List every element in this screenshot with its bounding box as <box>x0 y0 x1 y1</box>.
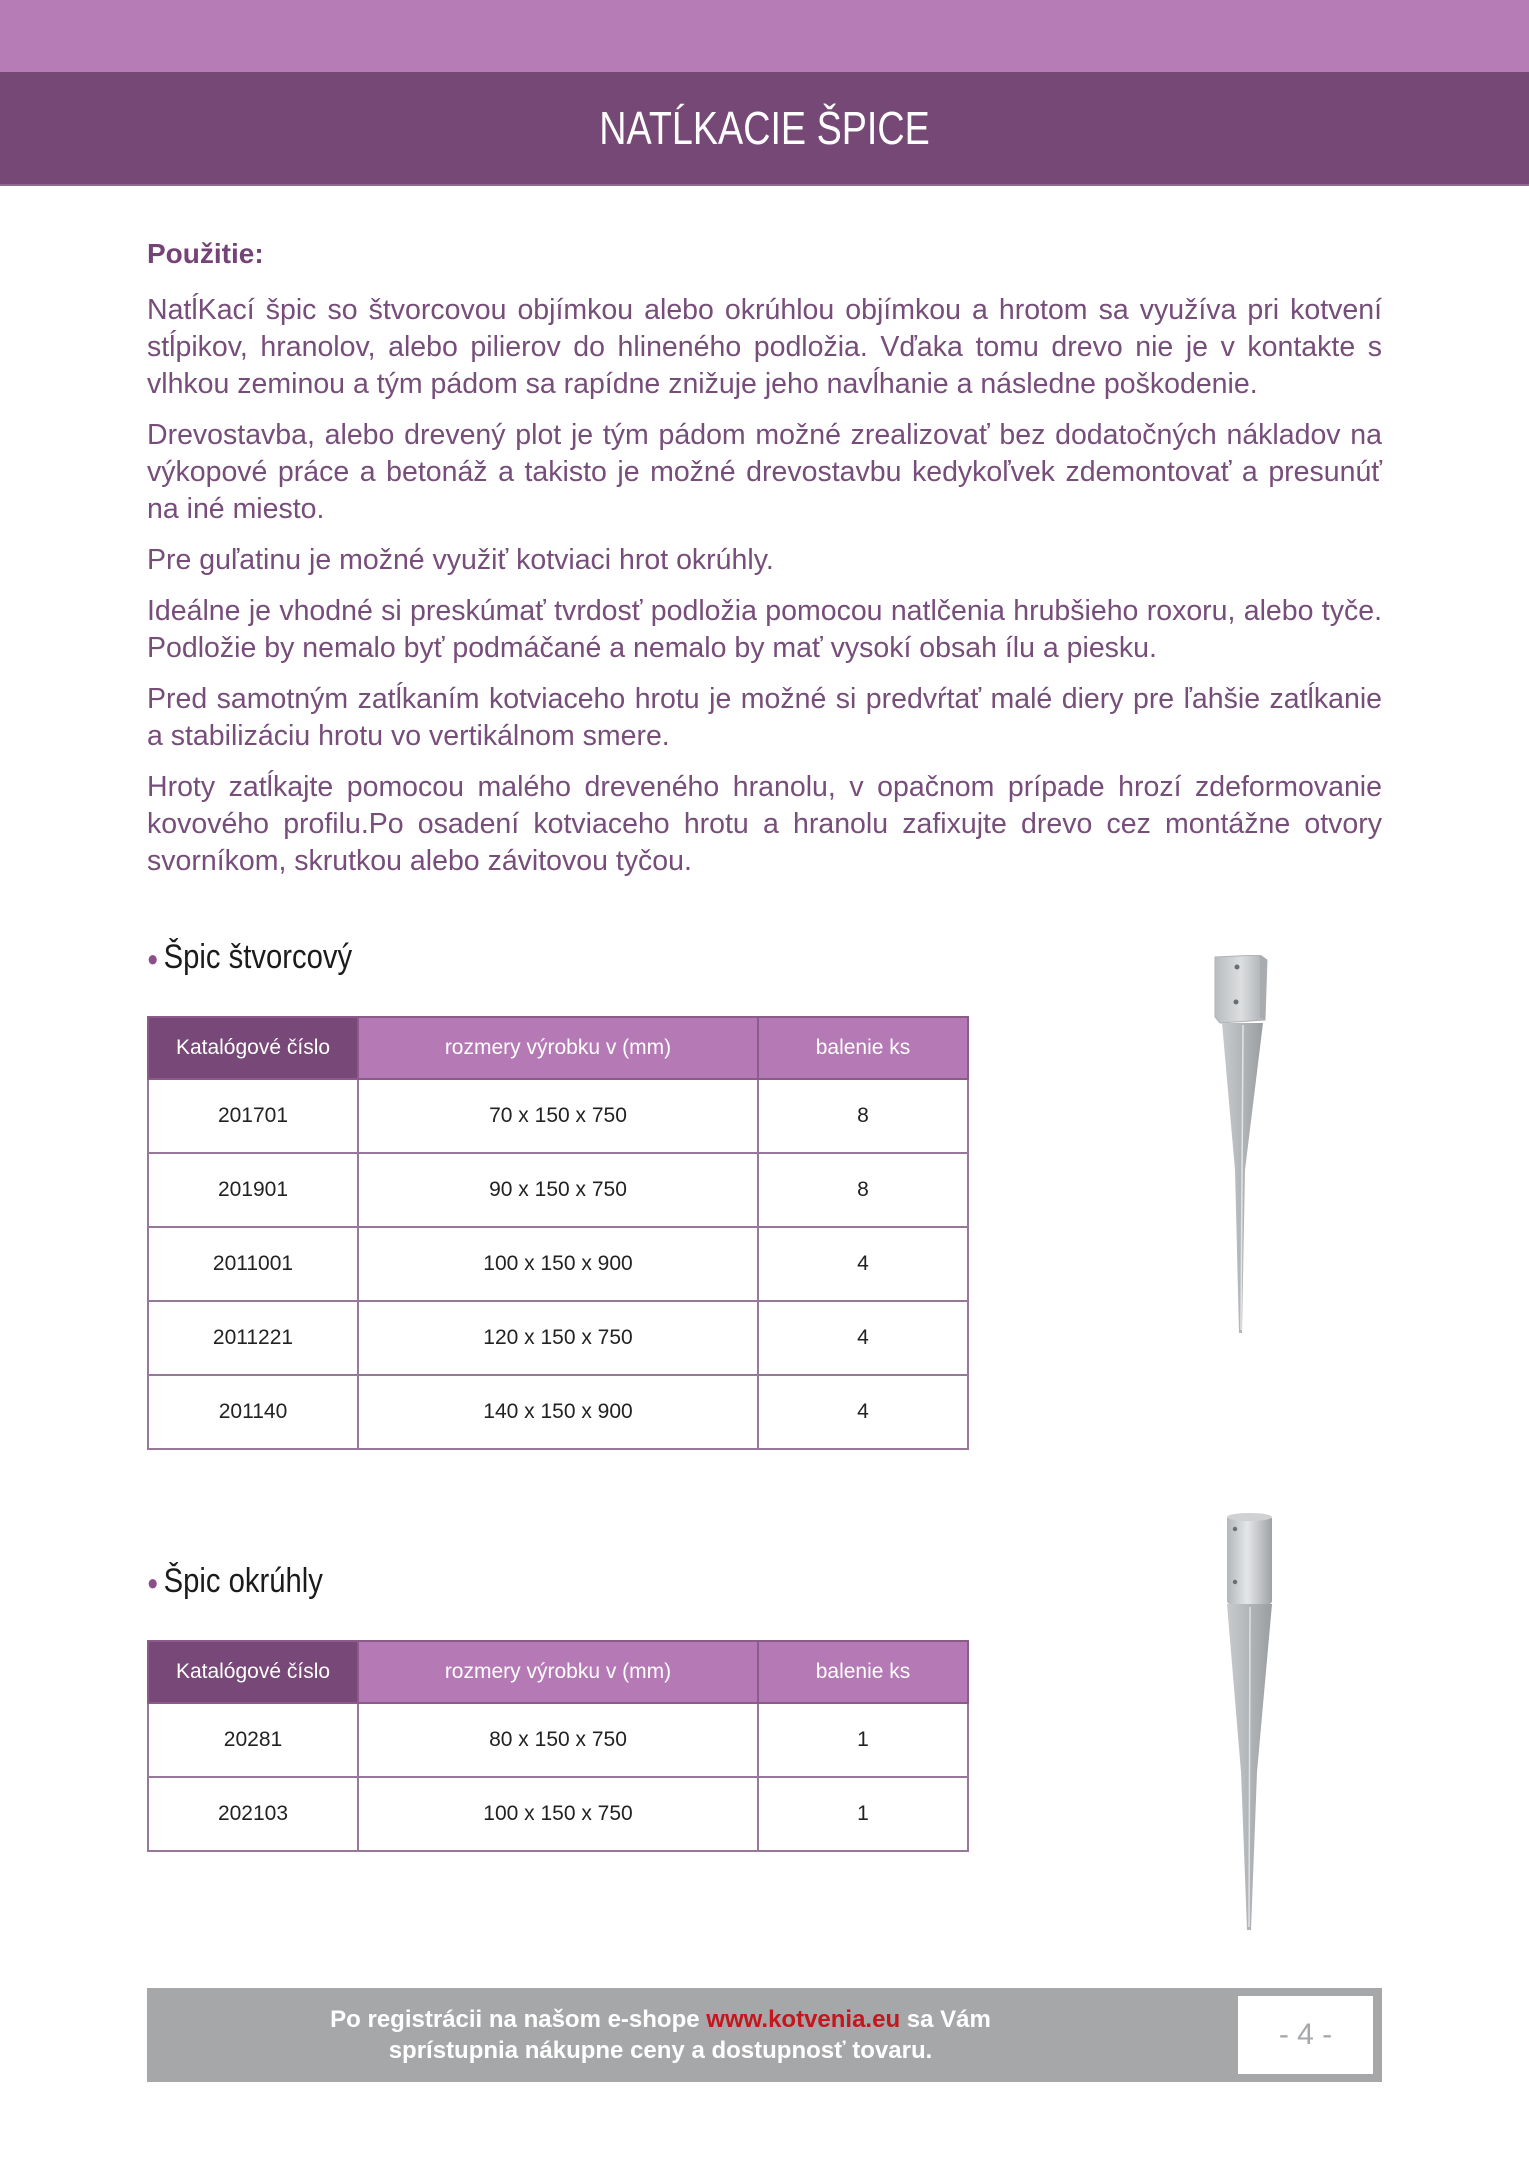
usage-paragraph: Ideálne je vhodné si preskúmať tvrdosť podložia pomocou natlčenia hrubšieho roxoru, alebo tyče. Podložie by nemalo byť podmáčané a nemalo by mať vysokí obsah ílu a piesku. <box>147 595 1382 664</box>
column-header: balenie ks <box>758 1641 968 1703</box>
catalog-number: 2011221 <box>148 1301 358 1375</box>
package-qty: 1 <box>758 1703 968 1777</box>
catalog-number: 2011001 <box>148 1227 358 1301</box>
top-decorative-band <box>0 0 1529 72</box>
section-title-text: Špic okrúhly <box>163 1562 323 1600</box>
dimensions: 70 x 150 x 750 <box>358 1079 758 1153</box>
table-row <box>148 1301 968 1375</box>
dimensions: 80 x 150 x 750 <box>358 1703 758 1777</box>
round-spike-table <box>147 1640 969 1852</box>
bullet-icon: ● <box>147 946 159 972</box>
page-title: NATĹKACIE ŠPICE <box>599 102 930 154</box>
table-row <box>148 1079 968 1153</box>
dimensions: 100 x 150 x 750 <box>358 1777 758 1851</box>
page-number: - 4 - <box>1234 1992 1377 2078</box>
column-header: Katalógové číslo <box>148 1017 358 1079</box>
usage-paragraph: Pred samotným zatĺkaním kotviaceho hrotu je možné si predvŕtať malé diery pre ľahšie zatĺkanie a stabilizáciu hrotu vo vertikálnom smere. <box>147 683 1382 752</box>
section-title-text: Špic štvorcový <box>163 938 353 976</box>
dimensions: 100 x 150 x 900 <box>358 1227 758 1301</box>
usage-paragraph: Hroty zatĺkajte pomocou malého dreveného hranolu, v opačnom prípade hrozí zdeformovanie kovového profilu.Po osadení kotviaceho hrotu a hranolu zafixujte drevo cez montážne otvory svorníkom, skrutkou alebo závitovou tyčou. <box>147 771 1382 877</box>
column-header: rozmery výrobku v (mm) <box>358 1017 758 1079</box>
footer-line-1: Po registrácii na našom e-shope www.kotvenia.eu sa Vám <box>330 2006 991 2033</box>
table-header-row <box>148 1017 968 1079</box>
package-qty: 8 <box>758 1079 968 1153</box>
catalog-number: 202103 <box>148 1777 358 1851</box>
usage-heading: Použitie: <box>147 238 264 269</box>
eshop-link[interactable]: www.kotvenia.eu <box>706 2006 901 2033</box>
table-header-row <box>148 1641 968 1703</box>
usage-paragraph: Pre guľatinu je možné využiť kotviaci hrot okrúhly. <box>147 544 774 576</box>
package-qty: 4 <box>758 1301 968 1375</box>
dimensions: 140 x 150 x 900 <box>358 1375 758 1449</box>
package-qty: 8 <box>758 1153 968 1227</box>
footer-text <box>147 1988 1234 2082</box>
usage-paragraph: Drevostavba, alebo drevený plot je tým pádom možné zrealizovať bez dodatočných nákladov na výkopové práce a betonáž a takisto je možné drevostavbu kedykoľvek zdemontovať a presunúť na iné miesto. <box>147 419 1382 525</box>
usage-section <box>147 238 1382 894</box>
column-header: rozmery výrobku v (mm) <box>358 1641 758 1703</box>
package-qty: 4 <box>758 1227 968 1301</box>
catalog-number: 201701 <box>148 1079 358 1153</box>
package-qty: 4 <box>758 1375 968 1449</box>
dimensions: 120 x 150 x 750 <box>358 1301 758 1375</box>
footer-bar <box>147 1988 1382 2082</box>
bullet-icon: ● <box>147 1570 159 1596</box>
round-spike-image <box>1205 1512 1295 1932</box>
catalog-number: 201901 <box>148 1153 358 1227</box>
dimensions: 90 x 150 x 750 <box>358 1153 758 1227</box>
footer-line-2: sprístupnia nákupne ceny a dostupnosť tovaru. <box>388 2037 933 2064</box>
table-row <box>148 1703 968 1777</box>
section-title-square <box>147 938 352 977</box>
usage-paragraph: NatĺKací špic so štvorcovou objímkou alebo okrúhlou objímkou a hrotom sa využíva pri kotvení stĺpikov, hranolov, alebo pilierov do hlineného podložia. Vďaka tomu drevo nie je v kontakte s vlhkou zeminou a tým pádom sa rapídne znižuje jeho navĺhanie a následne poškodenie. <box>147 294 1382 400</box>
package-qty: 1 <box>758 1777 968 1851</box>
table-row <box>148 1375 968 1449</box>
catalog-number: 20281 <box>148 1703 358 1777</box>
square-spike-table <box>147 1016 969 1450</box>
column-header: balenie ks <box>758 1017 968 1079</box>
column-header: Katalógové číslo <box>148 1641 358 1703</box>
table-row <box>148 1777 968 1851</box>
table-row <box>148 1153 968 1227</box>
square-spike-image <box>1195 955 1305 1335</box>
table-row <box>148 1227 968 1301</box>
catalog-number: 201140 <box>148 1375 358 1449</box>
title-banner <box>0 72 1529 186</box>
section-title-round <box>147 1562 323 1601</box>
